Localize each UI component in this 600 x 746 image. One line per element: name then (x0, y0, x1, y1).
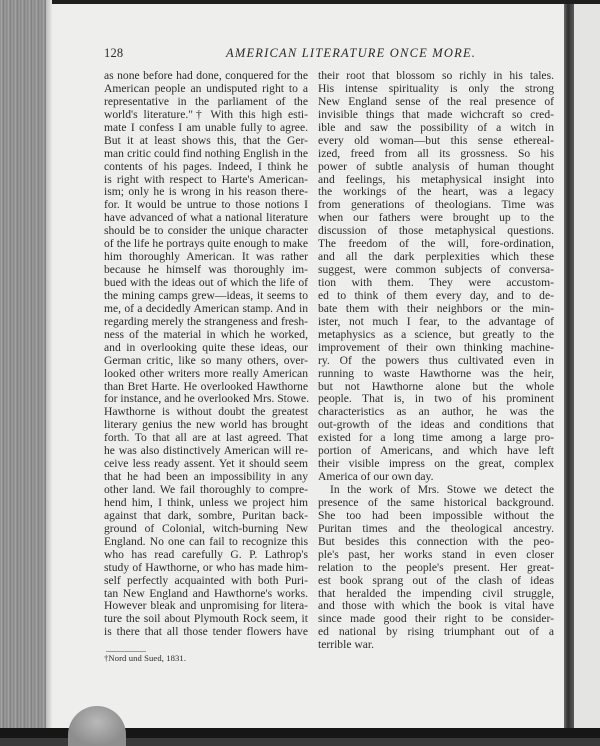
text-line: since made good their right to be consider- (318, 612, 554, 626)
text-line: but not Hawthorne alone but the whole (318, 379, 554, 393)
text-line: literary genius the new world has brought (104, 418, 308, 432)
footnote: †Nord und Sued, 1831. (104, 653, 187, 663)
text-line: tan New England and Hawthorne's works. (104, 586, 308, 600)
text-line: of the life he portrays quite enough to make (104, 237, 308, 251)
text-line: America of our own day. (318, 470, 434, 484)
text-line: because he himself was thoroughly im- (104, 263, 308, 277)
text-line: metaphysics as a science, but greatly to the (318, 327, 554, 341)
text-line: The freedom of the will, fore-ordination, (318, 237, 554, 251)
text-line: me, of a decidedly American stamp. And in (104, 301, 308, 315)
text-column-right (318, 70, 554, 652)
text-line: ister, not much I fear, to the advantage of (318, 314, 554, 328)
text-line: ed to think of them every day, and to de- (318, 288, 554, 302)
text-line: tion with them. They were accustom- (318, 276, 554, 289)
text-line: mate I confess I am unable fully to agree. (104, 120, 308, 134)
text-line: bate them with their neighbors or the min- (318, 301, 554, 315)
text-line: ceive less ready assent. Yet it should seem (104, 457, 308, 471)
text-line: But it at least shows this, that the Ger- (104, 133, 308, 147)
text-line: self perfectly acquainted with both Puri- (104, 573, 308, 587)
text-line: bued with the ideas out of which the life of (104, 276, 308, 289)
text-line: terrible war. (318, 638, 375, 652)
text-line: Puritan times and the theological ancestry. (318, 521, 554, 535)
text-line: ture the soil about Plymouth Rock seem, it (104, 612, 308, 626)
text-line: and those with which the book is vital have (318, 599, 554, 613)
text-line: discussion of those metaphysical questions. (318, 224, 554, 238)
text-line: than Bret Harte. He overlooked Hawthorne (104, 379, 308, 393)
text-line: him thoroughly American. It was rather (104, 250, 308, 264)
text-line: their root that blossom so richly in his tales. (318, 69, 554, 82)
text-line: representative in the parliament of the (104, 94, 308, 108)
text-line: ism; only he is wrong in his reason there- (104, 185, 308, 199)
text-line: who has read carefully G. P. Lathrop's (104, 547, 308, 561)
text-line: and in overlooking quite these ideas, our (104, 340, 308, 354)
text-line: the mining camps grew—ideas, it seems to (104, 288, 308, 302)
text-line: against that dark, sombre, Puritan back- (104, 508, 308, 522)
text-line: relation to the people's present. Her great- (318, 560, 554, 574)
text-line: is there that all those tender flowers have (104, 625, 308, 639)
text-line: every old woman—but this sense ethereal- (318, 133, 554, 147)
text-line: he was also distinctively American will re- (104, 444, 308, 458)
text-line: for instance, and he overlooked Mrs. Stowe. (104, 392, 310, 406)
text-line: out-growth of the ideas and conditions that (318, 418, 554, 432)
text-line: characteristics as an author, he was the (318, 405, 554, 419)
text-line: suggest, were common subjects of conversa- (318, 263, 554, 277)
text-line: American people an undisputed right to a (104, 81, 308, 95)
text-line: power of subtle analysis of human thought (318, 159, 554, 173)
text-line: people. That is, in two of his prominent (318, 392, 554, 406)
text-line: New England sense of the real presence of (318, 94, 554, 108)
text-line: ized, freed from all its grossness. So his (318, 146, 554, 160)
text-line: England. No one can fail to recognize this (104, 534, 308, 548)
running-head: AMERICAN LITERATURE ONCE MORE. (226, 46, 477, 60)
text-line: existed for a long time among a large pro- (318, 431, 554, 445)
text-line: ed national by rising triumphant out of a (318, 625, 554, 639)
text-line: have advanced of what a national literature (104, 211, 308, 225)
text-line: However bleak and unpromising for litera- (104, 599, 308, 613)
book-page-edges (0, 0, 50, 730)
text-line: that heralded the impending civil struggle, (318, 586, 554, 600)
text-line: study of Hawthorne, or who has made him- (104, 560, 308, 574)
text-line: and feelings, his metaphysical insight into (318, 172, 554, 186)
text-line: But besides this connection with the peo- (318, 534, 554, 548)
text-line: for. It would be untrue to those notions I (104, 198, 308, 212)
text-line: from generations of theologians. Time was (318, 198, 554, 212)
footnote-rule (106, 651, 146, 652)
book-gutter (564, 4, 574, 734)
page-header (104, 46, 556, 62)
text-line: ible and saw the possibility of a witch in (318, 120, 554, 134)
text-line: is right with respect to Harte's American- (104, 172, 308, 186)
text-line: presence of the same historical background. (318, 495, 554, 509)
adjacent-page (574, 4, 600, 734)
text-line: that he had been an impossibility in any (104, 470, 308, 484)
paragraph-start-line: In the work of Mrs. Stowe we detect the (330, 483, 554, 496)
text-line: when our fathers were brought up to the (318, 211, 554, 225)
text-line: their visible impress on the great, complex (318, 457, 554, 471)
text-line: improvement of their own thinking machine- (318, 340, 554, 354)
text-line: world's literature."† With this high esti- (104, 107, 308, 121)
text-line: She too had been impossible without the (318, 508, 554, 522)
text-line: Hawthorne is without doubt the greatest (104, 405, 308, 419)
text-column-left (104, 70, 308, 639)
text-line: ground of Colonial, witch-burning New (104, 521, 308, 535)
text-line: contents of his pages. Indeed, I think he (104, 159, 308, 173)
text-line: and all the dark perplexities which these (318, 250, 554, 264)
text-line: running to waste Hawthorne was the heir, (318, 366, 554, 380)
text-line: forth. To that all are at last agreed. That (104, 431, 308, 445)
page-number: 128 (104, 46, 124, 60)
text-line: the workings of the heart, was a legacy (318, 185, 554, 199)
text-line: portion of Americans, and which have left (318, 444, 554, 458)
text-line: ple's past, her works stand in even closer (318, 547, 554, 561)
text-line: German critic, like so many others, over- (104, 353, 308, 367)
text-line: ness of the material in which he worked, (104, 327, 308, 341)
text-line: looked other writers more really American (104, 366, 308, 380)
text-line: other land. We fail thoroughly to compre- (104, 483, 308, 496)
text-line: est book sprang out of the clash of ideas (318, 573, 554, 587)
text-line: man critic could find nothing English in the (104, 146, 308, 160)
text-line: ry. Of the powers thus cultivated even in (318, 353, 554, 367)
text-line: His intense spirituality is only the strong (318, 81, 554, 95)
text-line: hend him, I think, unless we project him (104, 495, 308, 509)
text-line: regarding merely the strangeness and fresh- (104, 314, 308, 328)
text-line: as none before had done, conquered for the (104, 69, 308, 82)
text-line: should be to consider the unique character (104, 224, 308, 238)
text-line: invisible things that made wichcraft so cred- (318, 107, 554, 121)
